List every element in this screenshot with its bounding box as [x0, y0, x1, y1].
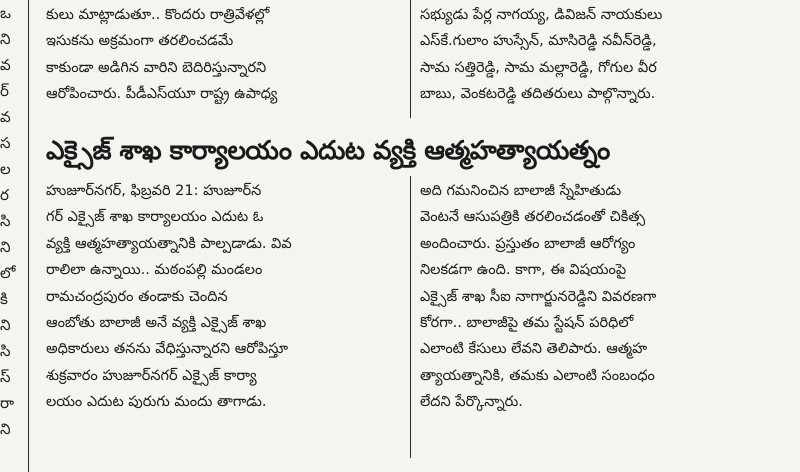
- column-divider-top: [410, 0, 411, 118]
- margin-fragment: వ: [0, 56, 11, 74]
- text-line: అధికారులు తనను వేధిస్తున్నారని ఆరోపిస్తూ: [46, 341, 289, 358]
- text-line: వ్యక్తి ఆత్మహత్యాయత్నానికి పాల్పడాడు. వివ: [46, 235, 292, 252]
- margin-fragment: ని: [0, 316, 11, 334]
- article-headline: ఎక్సైజ్ శాఖ కార్యాలయం ఎదుట వ్యక్తి ఆత్మహత్యాయత్నం: [46, 136, 610, 166]
- top-right-text: [420, 2, 790, 108]
- text-line: సామ సత్తిరెడ్డి, సామ మల్లారెడ్డి, గోగుల వీర: [420, 59, 657, 76]
- text-line: సభ్యుడు పేర్ల నాగయ్య, డివిజన్ నాయకులు: [420, 7, 663, 23]
- margin-fragment: ల: [0, 160, 11, 178]
- text-line: హుజూర్‌నగర్, ఫిబ్రవరి 21: హుజూర్‌న: [46, 183, 262, 199]
- margin-fragment: ఒ: [0, 4, 11, 22]
- text-line: ఇసుకను అక్రమంగా తరలించడమే: [46, 33, 234, 50]
- text-line: ఎస్‌కే.గులాం హుస్సేన్, మాసిరెడ్డి నవీన్‌రెడ్డి,: [420, 33, 657, 50]
- article-body-left: [46, 178, 400, 416]
- text-line: రాలిలా ఉన్నాయి.. మఠంపల్లి మండలం: [46, 262, 263, 279]
- text-line: లయం ఎదుట పురుగు మందు తాగాడు.: [46, 394, 267, 411]
- margin-fragment: లో: [0, 264, 16, 282]
- margin-fragment: కి: [0, 290, 8, 308]
- margin-fragment: ర: [0, 186, 9, 204]
- margin-fragment: ని: [0, 30, 11, 48]
- text-line: రామచంద్రపురం తండాకు చెందిన: [46, 288, 228, 305]
- text-line: అది గమనించిన బాలాజీ స్నేహితుడు: [420, 183, 622, 199]
- margin-fragment: ని: [0, 238, 11, 256]
- text-line: అందించారు. ప్రస్తుతం బాలాజీ ఆరోగ్యం: [420, 235, 636, 252]
- margin-fragment: ర్: [0, 82, 9, 100]
- top-left-text: [46, 2, 400, 108]
- column-divider-body: [410, 176, 411, 458]
- article-body-right: [420, 178, 790, 416]
- text-line: కోరగా.. బాలాజీపై తమ స్టేషన్ పరిధిలో: [420, 315, 634, 332]
- margin-fragment: సి: [0, 212, 11, 230]
- text-line: శుక్రవారం హుజూర్‌నగర్ ఎక్సైజ్ కార్యా: [46, 367, 257, 384]
- text-line: బాబు, వెంకటరెడ్డి తదితరులు పాల్గొన్నారు.: [420, 86, 656, 103]
- text-line: ఎక్సైజ్ శాఖ సీఐ నాగార్జునరెడ్డిని వివరణగా: [420, 288, 657, 305]
- text-line: ఎలాంటి కేసులు లేవని తెలిపారు. ఆత్మహ: [420, 341, 648, 358]
- text-line: త్యాయత్నానికి, తమకు ఎలాంటి సంబంధం: [420, 367, 655, 384]
- margin-fragment: ని: [0, 420, 11, 438]
- text-line: గర్ ఎక్సైజ్ శాఖ కార్యాలయం ఎదుట ఓ: [46, 209, 264, 226]
- text-line: కులు మాట్లాడుతూ.. కొందరు రాత్రివేళల్లో: [46, 7, 270, 23]
- text-line: ఆంబోతు బాలాజీ అనే వ్యక్తి ఎక్సైజ్ శాఖ: [46, 315, 267, 332]
- margin-text-column: [0, 0, 22, 472]
- margin-fragment: స: [0, 134, 11, 152]
- margin-fragment: వ: [0, 108, 11, 126]
- margin-fragment: స్: [0, 368, 11, 386]
- text-line: లేదని పేర్కొన్నారు.: [420, 394, 523, 411]
- margin-fragment: రా: [0, 394, 15, 412]
- text-line: ఆరోపించారు. పీడీఎస్‌యూ రాష్ట్ర ఉపాధ్య: [46, 86, 278, 103]
- text-line: కాకుండా అడిగిన వారిని బెదిరిస్తున్నారని: [46, 59, 267, 76]
- text-line: నిలకడగా ఉంది. కాగా, ఈ విషయంపై: [420, 262, 627, 279]
- text-line: వెంటనే ఆసుపత్రికి తరలించడంతో చికిత్స: [420, 209, 646, 226]
- margin-fragment: సి: [0, 342, 11, 360]
- column-divider-left: [28, 0, 29, 472]
